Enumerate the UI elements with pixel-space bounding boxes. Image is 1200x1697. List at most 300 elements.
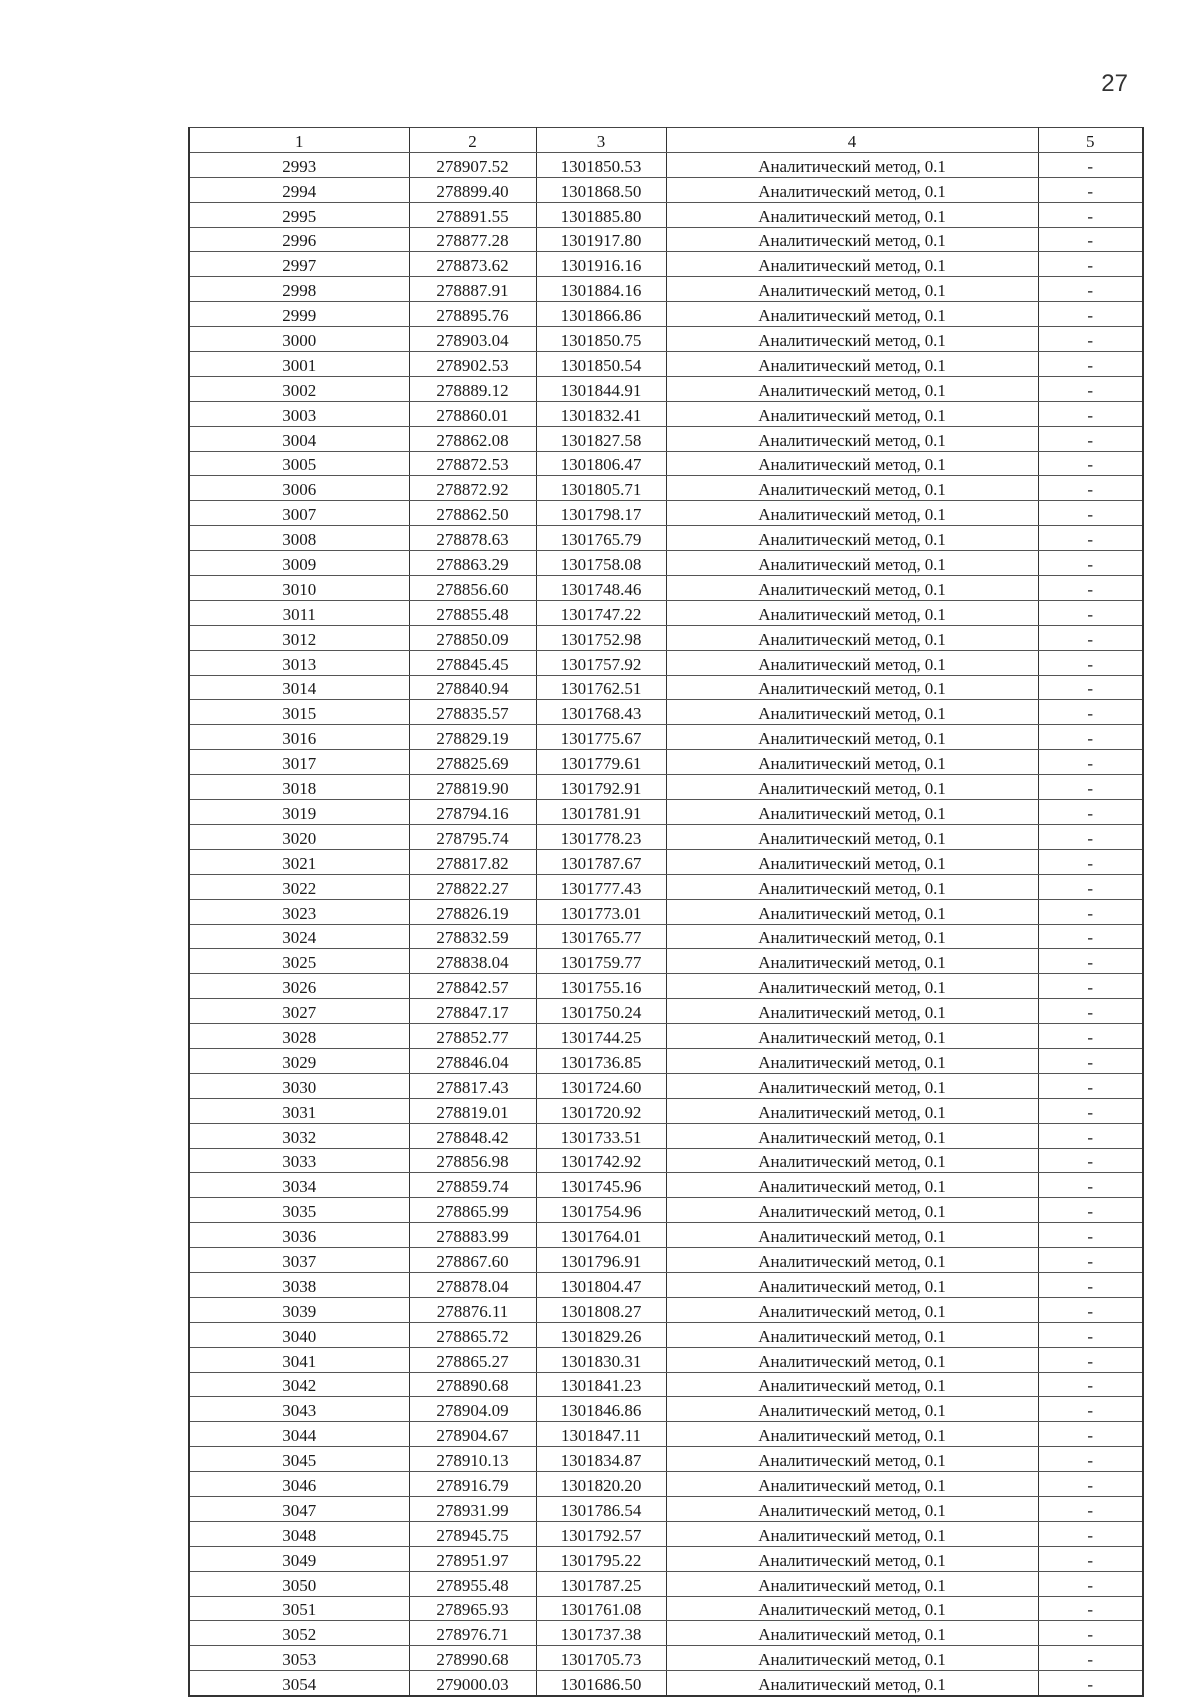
x-coordinate-cell: 278817.43 [409,1073,536,1098]
y-coordinate-cell: 1301798.17 [536,501,666,526]
method-cell: Аналитический метод, 0.1 [666,1447,1038,1472]
column-header-y-coordinate: 3 [536,128,666,153]
column-header-description: 5 [1038,128,1143,153]
point-number-cell: 2997 [189,252,409,277]
method-cell: Аналитический метод, 0.1 [666,177,1038,202]
table-header [189,128,1143,153]
x-coordinate-cell: 278904.09 [409,1397,536,1422]
y-coordinate-cell: 1301787.67 [536,849,666,874]
point-number-cell: 2993 [189,152,409,177]
y-coordinate-cell: 1301686.50 [536,1671,666,1696]
point-number-cell: 3039 [189,1297,409,1322]
point-number-cell: 3010 [189,576,409,601]
method-cell: Аналитический метод, 0.1 [666,501,1038,526]
x-coordinate-cell: 278872.92 [409,476,536,501]
method-cell: Аналитический метод, 0.1 [666,1546,1038,1571]
description-cell: - [1038,600,1143,625]
table-row [189,1646,1143,1671]
x-coordinate-cell: 278863.29 [409,551,536,576]
x-coordinate-cell: 278902.53 [409,352,536,377]
x-coordinate-cell: 279000.03 [409,1671,536,1696]
description-cell: - [1038,501,1143,526]
y-coordinate-cell: 1301747.22 [536,600,666,625]
x-coordinate-cell: 278873.62 [409,252,536,277]
description-cell: - [1038,426,1143,451]
method-cell: Аналитический метод, 0.1 [666,999,1038,1024]
x-coordinate-cell: 278889.12 [409,376,536,401]
method-cell: Аналитический метод, 0.1 [666,1372,1038,1397]
table-row [189,1347,1143,1372]
description-cell: - [1038,874,1143,899]
point-number-cell: 3040 [189,1322,409,1347]
y-coordinate-cell: 1301916.16 [536,252,666,277]
point-number-cell: 3027 [189,999,409,1024]
x-coordinate-cell: 278883.99 [409,1223,536,1248]
x-coordinate-cell: 278872.53 [409,451,536,476]
description-cell: - [1038,974,1143,999]
y-coordinate-cell: 1301834.87 [536,1447,666,1472]
table-row [189,202,1143,227]
method-cell: Аналитический метод, 0.1 [666,1521,1038,1546]
y-coordinate-cell: 1301777.43 [536,874,666,899]
description-cell: - [1038,899,1143,924]
x-coordinate-cell: 278965.93 [409,1596,536,1621]
x-coordinate-cell: 278867.60 [409,1248,536,1273]
x-coordinate-cell: 278848.42 [409,1123,536,1148]
x-coordinate-cell: 278822.27 [409,874,536,899]
x-coordinate-cell: 278907.52 [409,152,536,177]
point-number-cell: 3000 [189,327,409,352]
point-number-cell: 3007 [189,501,409,526]
description-cell: - [1038,476,1143,501]
y-coordinate-cell: 1301841.23 [536,1372,666,1397]
method-cell: Аналитический метод, 0.1 [666,1596,1038,1621]
y-coordinate-cell: 1301765.79 [536,526,666,551]
point-number-cell: 3004 [189,426,409,451]
description-cell: - [1038,625,1143,650]
x-coordinate-cell: 278876.11 [409,1297,536,1322]
y-coordinate-cell: 1301720.92 [536,1098,666,1123]
description-cell: - [1038,526,1143,551]
y-coordinate-cell: 1301752.98 [536,625,666,650]
description-cell: - [1038,152,1143,177]
method-cell: Аналитический метод, 0.1 [666,1123,1038,1148]
description-cell: - [1038,650,1143,675]
y-coordinate-cell: 1301792.57 [536,1521,666,1546]
x-coordinate-cell: 278850.09 [409,625,536,650]
description-cell: - [1038,576,1143,601]
method-cell: Аналитический метод, 0.1 [666,1248,1038,1273]
point-number-cell: 3053 [189,1646,409,1671]
table-row [189,700,1143,725]
method-cell: Аналитический метод, 0.1 [666,252,1038,277]
table-row [189,1546,1143,1571]
point-number-cell: 3042 [189,1372,409,1397]
x-coordinate-cell: 278825.69 [409,750,536,775]
description-cell: - [1038,1123,1143,1148]
method-cell: Аналитический метод, 0.1 [666,476,1038,501]
method-cell: Аналитический метод, 0.1 [666,1472,1038,1497]
description-cell: - [1038,1198,1143,1223]
table-row [189,1496,1143,1521]
table-row [189,1521,1143,1546]
table-row [189,152,1143,177]
y-coordinate-cell: 1301808.27 [536,1297,666,1322]
table-row [189,1024,1143,1049]
point-number-cell: 3008 [189,526,409,551]
table-row [189,600,1143,625]
method-cell: Аналитический метод, 0.1 [666,352,1038,377]
point-number-cell: 3036 [189,1223,409,1248]
point-number-cell: 3030 [189,1073,409,1098]
method-cell: Аналитический метод, 0.1 [666,1272,1038,1297]
point-number-cell: 3014 [189,675,409,700]
x-coordinate-cell: 278903.04 [409,327,536,352]
header-row [189,128,1143,153]
point-number-cell: 3024 [189,924,409,949]
description-cell: - [1038,1148,1143,1173]
description-cell: - [1038,227,1143,252]
description-cell: - [1038,1073,1143,1098]
method-cell: Аналитический метод, 0.1 [666,551,1038,576]
y-coordinate-cell: 1301764.01 [536,1223,666,1248]
point-number-cell: 3049 [189,1546,409,1571]
description-cell: - [1038,750,1143,775]
y-coordinate-cell: 1301757.92 [536,650,666,675]
description-cell: - [1038,1173,1143,1198]
page-number: 27 [1101,70,1128,97]
table-row [189,800,1143,825]
method-cell: Аналитический метод, 0.1 [666,1646,1038,1671]
y-coordinate-cell: 1301884.16 [536,277,666,302]
y-coordinate-cell: 1301885.80 [536,202,666,227]
column-header-point-number: 1 [189,128,409,153]
point-number-cell: 3045 [189,1447,409,1472]
y-coordinate-cell: 1301846.86 [536,1397,666,1422]
method-cell: Аналитический метод, 0.1 [666,1422,1038,1447]
point-number-cell: 3044 [189,1422,409,1447]
x-coordinate-cell: 278855.48 [409,600,536,625]
table-row [189,1621,1143,1646]
method-cell: Аналитический метод, 0.1 [666,1024,1038,1049]
method-cell: Аналитический метод, 0.1 [666,526,1038,551]
method-cell: Аналитический метод, 0.1 [666,1347,1038,1372]
table-row [189,1048,1143,1073]
method-cell: Аналитический метод, 0.1 [666,1397,1038,1422]
table-row [189,476,1143,501]
point-number-cell: 2996 [189,227,409,252]
description-cell: - [1038,1422,1143,1447]
point-number-cell: 2994 [189,177,409,202]
x-coordinate-cell: 278845.45 [409,650,536,675]
y-coordinate-cell: 1301736.85 [536,1048,666,1073]
point-number-cell: 2998 [189,277,409,302]
point-number-cell: 3054 [189,1671,409,1696]
x-coordinate-cell: 278878.63 [409,526,536,551]
point-number-cell: 3015 [189,700,409,725]
method-cell: Аналитический метод, 0.1 [666,775,1038,800]
table-row [189,1123,1143,1148]
point-number-cell: 3037 [189,1248,409,1273]
y-coordinate-cell: 1301765.77 [536,924,666,949]
x-coordinate-cell: 278838.04 [409,949,536,974]
x-coordinate-cell: 278859.74 [409,1173,536,1198]
method-cell: Аналитический метод, 0.1 [666,1671,1038,1696]
x-coordinate-cell: 278862.08 [409,426,536,451]
y-coordinate-cell: 1301768.43 [536,700,666,725]
x-coordinate-cell: 278931.99 [409,1496,536,1521]
table-row [189,999,1143,1024]
point-number-cell: 3011 [189,600,409,625]
y-coordinate-cell: 1301781.91 [536,800,666,825]
description-cell: - [1038,1571,1143,1596]
method-cell: Аналитический метод, 0.1 [666,1198,1038,1223]
y-coordinate-cell: 1301778.23 [536,824,666,849]
method-cell: Аналитический метод, 0.1 [666,824,1038,849]
table-row [189,551,1143,576]
table-row [189,1073,1143,1098]
x-coordinate-cell: 278887.91 [409,277,536,302]
method-cell: Аналитический метод, 0.1 [666,1148,1038,1173]
table-row [189,1671,1143,1696]
table-row [189,824,1143,849]
x-coordinate-cell: 278852.77 [409,1024,536,1049]
method-cell: Аналитический метод, 0.1 [666,1173,1038,1198]
y-coordinate-cell: 1301744.25 [536,1024,666,1049]
x-coordinate-cell: 278865.27 [409,1347,536,1372]
x-coordinate-cell: 278951.97 [409,1546,536,1571]
y-coordinate-cell: 1301754.96 [536,1198,666,1223]
description-cell: - [1038,1297,1143,1322]
point-number-cell: 3046 [189,1472,409,1497]
description-cell: - [1038,401,1143,426]
table-row [189,1148,1143,1173]
description-cell: - [1038,1546,1143,1571]
x-coordinate-cell: 278835.57 [409,700,536,725]
table-row [189,750,1143,775]
point-number-cell: 3009 [189,551,409,576]
table-row [189,576,1143,601]
method-cell: Аналитический метод, 0.1 [666,974,1038,999]
y-coordinate-cell: 1301827.58 [536,426,666,451]
point-number-cell: 3013 [189,650,409,675]
table-row [189,1447,1143,1472]
method-cell: Аналитический метод, 0.1 [666,202,1038,227]
method-cell: Аналитический метод, 0.1 [666,625,1038,650]
x-coordinate-cell: 278862.50 [409,501,536,526]
x-coordinate-cell: 278817.82 [409,849,536,874]
table-row [189,1322,1143,1347]
table-row [189,277,1143,302]
y-coordinate-cell: 1301759.77 [536,949,666,974]
method-cell: Аналитический метод, 0.1 [666,600,1038,625]
y-coordinate-cell: 1301733.51 [536,1123,666,1148]
y-coordinate-cell: 1301829.26 [536,1322,666,1347]
table-row [189,974,1143,999]
method-cell: Аналитический метод, 0.1 [666,924,1038,949]
point-number-cell: 3003 [189,401,409,426]
table-row [189,1422,1143,1447]
description-cell: - [1038,1671,1143,1696]
method-cell: Аналитический метод, 0.1 [666,849,1038,874]
method-cell: Аналитический метод, 0.1 [666,227,1038,252]
y-coordinate-cell: 1301750.24 [536,999,666,1024]
method-cell: Аналитический метод, 0.1 [666,302,1038,327]
table-row [189,327,1143,352]
y-coordinate-cell: 1301805.71 [536,476,666,501]
description-cell: - [1038,999,1143,1024]
y-coordinate-cell: 1301775.67 [536,725,666,750]
point-number-cell: 3001 [189,352,409,377]
x-coordinate-cell: 278904.67 [409,1422,536,1447]
method-cell: Аналитический метод, 0.1 [666,277,1038,302]
y-coordinate-cell: 1301820.20 [536,1472,666,1497]
table-row [189,1173,1143,1198]
x-coordinate-cell: 278819.90 [409,775,536,800]
description-cell: - [1038,725,1143,750]
x-coordinate-cell: 278955.48 [409,1571,536,1596]
point-number-cell: 3048 [189,1521,409,1546]
y-coordinate-cell: 1301850.54 [536,352,666,377]
point-number-cell: 3002 [189,376,409,401]
method-cell: Аналитический метод, 0.1 [666,949,1038,974]
description-cell: - [1038,177,1143,202]
point-number-cell: 3012 [189,625,409,650]
description-cell: - [1038,1248,1143,1273]
y-coordinate-cell: 1301868.50 [536,177,666,202]
column-header-x-coordinate: 2 [409,128,536,153]
y-coordinate-cell: 1301796.91 [536,1248,666,1273]
table-row [189,849,1143,874]
description-cell: - [1038,451,1143,476]
x-coordinate-cell: 278877.28 [409,227,536,252]
table-row [189,526,1143,551]
x-coordinate-cell: 278865.72 [409,1322,536,1347]
method-cell: Аналитический метод, 0.1 [666,1223,1038,1248]
table-row [189,401,1143,426]
y-coordinate-cell: 1301742.92 [536,1148,666,1173]
description-cell: - [1038,302,1143,327]
x-coordinate-cell: 278895.76 [409,302,536,327]
description-cell: - [1038,1272,1143,1297]
point-number-cell: 3018 [189,775,409,800]
y-coordinate-cell: 1301748.46 [536,576,666,601]
y-coordinate-cell: 1301850.75 [536,327,666,352]
method-cell: Аналитический метод, 0.1 [666,675,1038,700]
description-cell: - [1038,824,1143,849]
point-number-cell: 3033 [189,1148,409,1173]
method-cell: Аналитический метод, 0.1 [666,576,1038,601]
table-row [189,451,1143,476]
table-row [189,675,1143,700]
x-coordinate-cell: 278899.40 [409,177,536,202]
description-cell: - [1038,327,1143,352]
method-cell: Аналитический метод, 0.1 [666,1496,1038,1521]
y-coordinate-cell: 1301792.91 [536,775,666,800]
point-number-cell: 3017 [189,750,409,775]
table-row [189,1098,1143,1123]
x-coordinate-cell: 278976.71 [409,1621,536,1646]
description-cell: - [1038,376,1143,401]
point-number-cell: 3032 [189,1123,409,1148]
method-cell: Аналитический метод, 0.1 [666,1297,1038,1322]
point-number-cell: 3031 [189,1098,409,1123]
x-coordinate-cell: 278945.75 [409,1521,536,1546]
table-row [189,775,1143,800]
description-cell: - [1038,1646,1143,1671]
description-cell: - [1038,202,1143,227]
table-row [189,352,1143,377]
description-cell: - [1038,1098,1143,1123]
point-number-cell: 3020 [189,824,409,849]
point-number-cell: 3026 [189,974,409,999]
method-cell: Аналитический метод, 0.1 [666,451,1038,476]
description-cell: - [1038,700,1143,725]
table-row [189,227,1143,252]
y-coordinate-cell: 1301762.51 [536,675,666,700]
table-row [189,252,1143,277]
x-coordinate-cell: 278860.01 [409,401,536,426]
table-row [189,1596,1143,1621]
description-cell: - [1038,1372,1143,1397]
method-cell: Аналитический метод, 0.1 [666,650,1038,675]
table-row [189,899,1143,924]
table-row [189,1272,1143,1297]
table-row [189,625,1143,650]
description-cell: - [1038,1048,1143,1073]
table-row [189,1472,1143,1497]
x-coordinate-cell: 278847.17 [409,999,536,1024]
table-row [189,1223,1143,1248]
x-coordinate-cell: 278795.74 [409,824,536,849]
description-cell: - [1038,1596,1143,1621]
table-row [189,426,1143,451]
method-cell: Аналитический метод, 0.1 [666,327,1038,352]
method-cell: Аналитический метод, 0.1 [666,401,1038,426]
description-cell: - [1038,1496,1143,1521]
y-coordinate-cell: 1301779.61 [536,750,666,775]
description-cell: - [1038,551,1143,576]
x-coordinate-cell: 278819.01 [409,1098,536,1123]
y-coordinate-cell: 1301745.96 [536,1173,666,1198]
point-number-cell: 3043 [189,1397,409,1422]
x-coordinate-cell: 278878.04 [409,1272,536,1297]
y-coordinate-cell: 1301795.22 [536,1546,666,1571]
point-number-cell: 3051 [189,1596,409,1621]
method-cell: Аналитический метод, 0.1 [666,1073,1038,1098]
point-number-cell: 3006 [189,476,409,501]
description-cell: - [1038,675,1143,700]
description-cell: - [1038,1472,1143,1497]
y-coordinate-cell: 1301787.25 [536,1571,666,1596]
x-coordinate-cell: 278891.55 [409,202,536,227]
x-coordinate-cell: 278826.19 [409,899,536,924]
table-row [189,1248,1143,1273]
y-coordinate-cell: 1301844.91 [536,376,666,401]
table-row [189,650,1143,675]
description-cell: - [1038,352,1143,377]
point-number-cell: 3022 [189,874,409,899]
y-coordinate-cell: 1301761.08 [536,1596,666,1621]
point-number-cell: 3028 [189,1024,409,1049]
description-cell: - [1038,775,1143,800]
y-coordinate-cell: 1301804.47 [536,1272,666,1297]
description-cell: - [1038,1397,1143,1422]
y-coordinate-cell: 1301832.41 [536,401,666,426]
x-coordinate-cell: 278856.60 [409,576,536,601]
y-coordinate-cell: 1301724.60 [536,1073,666,1098]
point-number-cell: 3016 [189,725,409,750]
